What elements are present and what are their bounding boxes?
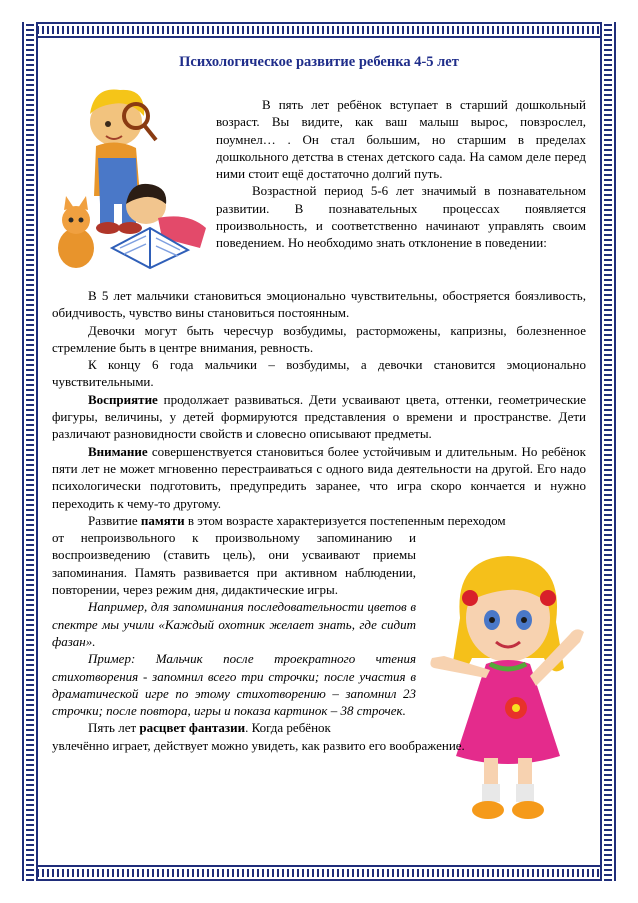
page-title: Психологическое развитие ребенка 4-5 лет xyxy=(179,54,459,70)
example-2-text: Пример: Мальчик после троекратного чтения стихотворения - запомнил всего три строчки; после участия в драматической игре по этому стихотворению – запомнил 23 строчки; после повтора, игры и показа картинок – 38 строчек. xyxy=(52,651,416,719)
memory-narrow-column xyxy=(52,529,416,737)
paragraph-attention xyxy=(52,443,586,512)
decorative-border-top xyxy=(22,22,616,38)
decorative-border-bottom xyxy=(22,865,616,881)
memory-term: памяти xyxy=(140,512,185,528)
paragraph-boys: В 5 лет мальчики становиться эмоционально чувствительны, обостряется боязливость, обидчивость, чувство вины становиться постоянным. xyxy=(52,288,586,321)
fantasy-mid: . Когда ребёнок xyxy=(245,720,331,736)
paragraph-fantasy xyxy=(52,719,416,736)
paragraph-memory xyxy=(52,512,586,529)
intro-text xyxy=(216,96,586,252)
perception-term: Восприятие xyxy=(88,391,158,407)
attention-text: совершенствуется становиться более устойчивым и длительным. Но ребёнок пяти лет не может мгновенно перестраиваться с одного вида деятельности на другой. Его надо психологически подготовить, предупредить заранее, что игра скоро кончается и нужно переходить к чему-то другому. xyxy=(52,443,586,511)
example-1-text: Например, для запоминания последовательности цветов в спектре мы учили «Каждый охотник желает знать, где сидит фазан». xyxy=(52,599,416,649)
paragraph-example-2 xyxy=(52,650,416,719)
intro-paragraph-2: Возрастной период 5-6 лет значимый в познавательном развитии. В познавательных процессах появляется произвольность, и соответственно начинают управлять своим поведением. Но необходимо знать отклонение в поведении: xyxy=(216,183,586,251)
fantasy-pre: Пять лет xyxy=(88,720,140,736)
children-reading-illustration xyxy=(50,78,210,274)
decorative-border-right xyxy=(600,22,616,881)
attention-term: Внимание xyxy=(88,443,148,459)
decorative-border-left xyxy=(22,22,38,881)
paragraph-perception xyxy=(52,391,586,443)
paragraph-girls: Девочки могут быть чересчур возбудимы, расторможены, капризны, болезненное стремление быть в центре внимания, ревность. xyxy=(52,322,586,355)
perception-text: продолжает развиваться. Дети усваивают цвета, оттенки, геометрические фигуры, величины, у детей формируются представления о времени и пространстве. Дети различают разновидности свойств и словесно описывают предметы. xyxy=(52,391,586,442)
intro-paragraph-1: В пять лет ребёнок вступает в старший дошкольный возраст. Вы видите, как ваш малыш вырос, повзрослел, поумнел… . Он стал большим, но старшим в пределах дошкольного детства в стенах детского сада. На самом деле перед ними стоит ещё достаточно долгий путь. xyxy=(216,97,586,182)
memory-post: в этом возрасте характеризуется постепенным переходом xyxy=(184,512,506,528)
memory-pre: Развитие xyxy=(88,512,141,528)
paragraph-fantasy-continued: увлечённо играет, действует можно увидеть, как развито его воображение. xyxy=(52,737,465,753)
paragraph-example-1 xyxy=(52,598,416,650)
paragraph-memory-continued: от непроизвольного к произвольному запоминанию и воспроизведению (ставить цель), они усваивают приемы запоминания. Память развивается при активном наблюдении, повторении, через режим дня, дидактические игры. xyxy=(52,530,416,598)
fantasy-term: расцвет фантазии xyxy=(139,720,246,736)
main-text xyxy=(52,287,586,754)
paragraph-age6: К концу 6 года мальчики – возбудимы, а девочки становится эмоционально чувствительными. xyxy=(52,357,586,390)
